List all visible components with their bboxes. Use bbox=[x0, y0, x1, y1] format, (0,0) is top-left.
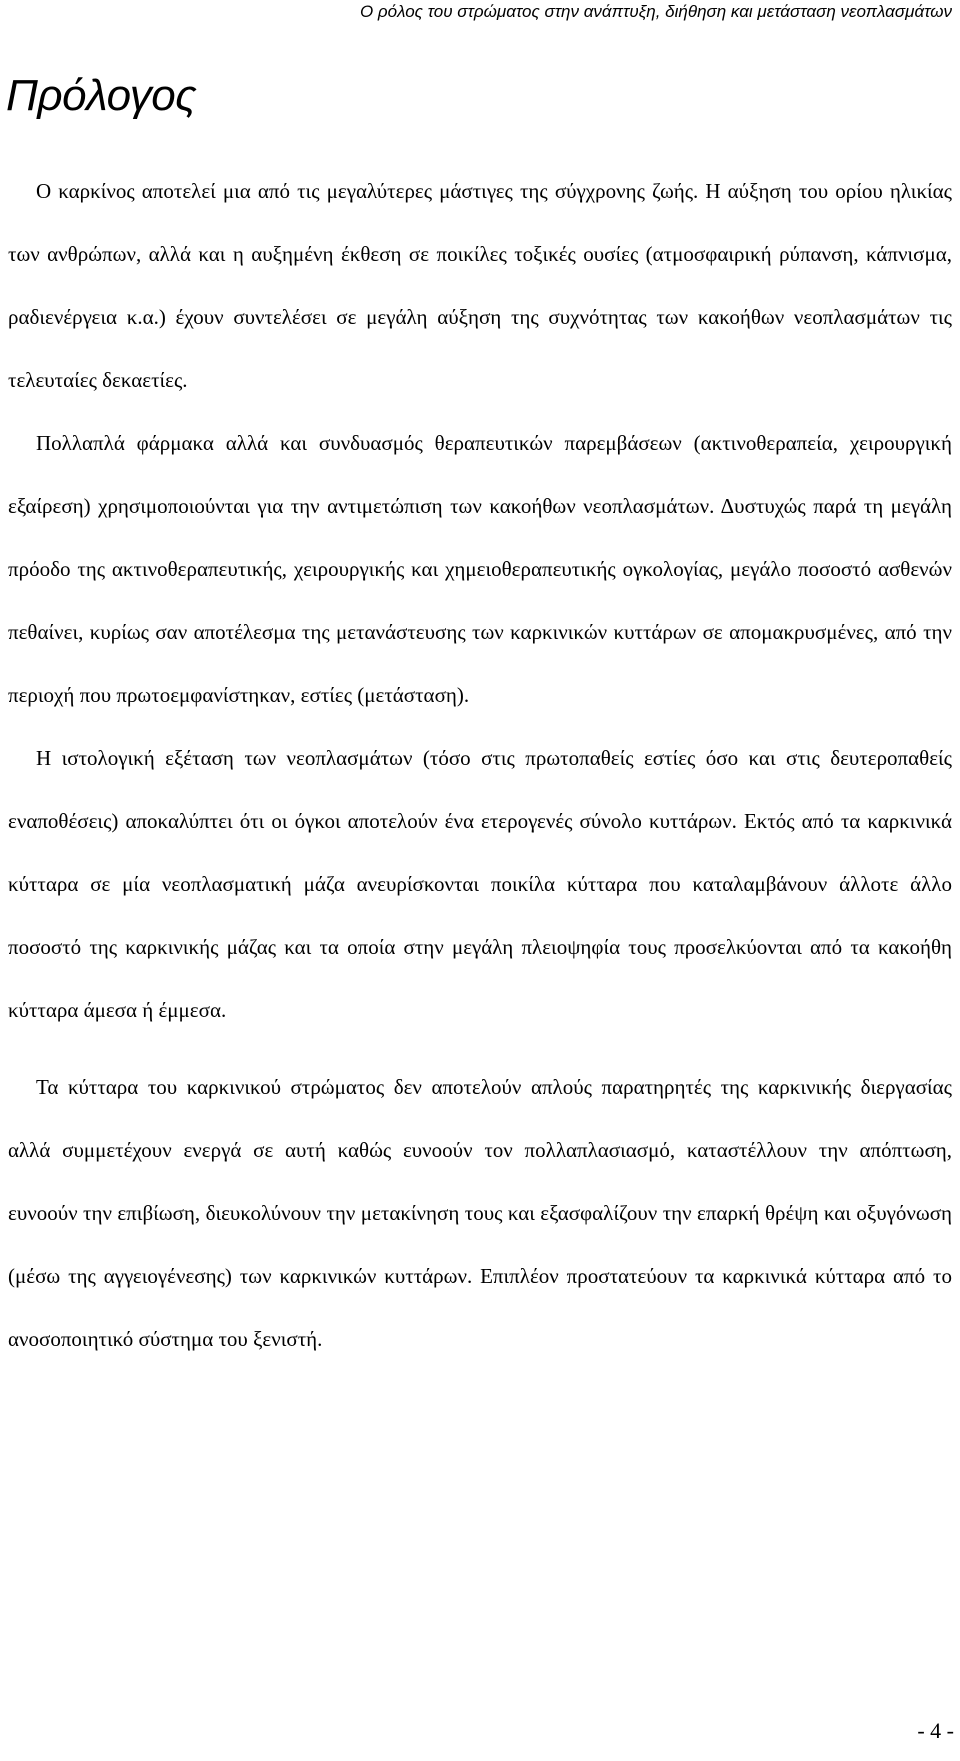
page-title: Πρόλογος bbox=[6, 71, 197, 120]
paragraph-4: Τα κύτταρα του καρκινικού στρώματος δεν αποτελούν απλούς παρατηρητές της καρκινικής διεργασίας αλλά συμμετέχουν ενεργά σε αυτή καθώς ευνοούν τον πολλαπλασιασμό, καταστέλλουν την απόπτωση, ευνοούν την επιβίωση, διευκολύνουν την μετακίνηση τους και εξασφαλίζουν την επαρκή θρέψη και οξυγόνωση (μέσω της αγγειογένεσης) των καρκινικών κυττάρων. Επιπλέον προστατεύουν τα καρκινικά κύτταρα από το ανοσοποιητικό σύστημα του ξενιστή. bbox=[8, 1075, 952, 1351]
paragraph-3: Η ιστολογική εξέταση των νεοπλασμάτων (τόσο στις πρωτοπαθείς εστίες όσο και στις δευτεροπαθείς εναποθέσεις) αποκαλύπτει ότι οι όγκοι αποτελούν ένα ετερογενές σύνολο κυττάρων. Εκτός από τα καρκινικά κύτταρα σε μία νεοπλασματική μάζα ανευρίσκονται ποικίλα κύτταρα που καταλαμβάνουν άλλοτε άλλο ποσοστό της καρκινικής μάζας και τα οποία στην μεγάλη πλειοψηφία τους προσελκύονται από τα κακοήθη κύτταρα άμεσα ή έμμεσα. bbox=[8, 746, 952, 1022]
paragraph-1: Ο καρκίνος αποτελεί μια από τις μεγαλύτερες μάστιγες της σύγχρονης ζωής. Η αύξηση του ορίου ηλικίας των ανθρώπων, αλλά και η αυξημένη έκθεση σε ποικίλες τοξικές ουσίες (ατμοσφαιρική ρύπανση, κάπνισμα, ραδιενέργεια κ.α.) έχουν συντελέσει σε μεγάλη αύξηση της συχνότητας των κακοήθων νεοπλασμάτων τις τελευταίες δεκαετίες. bbox=[8, 179, 952, 392]
paragraph-2: Πολλαπλά φάρμακα αλλά και συνδυασμός θεραπευτικών παρεμβάσεων (ακτινοθεραπεία, χειρουργική εξαίρεση) χρησιμοποιούνται για την αντιμετώπιση των κακοήθων νεοπλασμάτων. Δυστυχώς παρά τη μεγάλη πρόοδο της ακτινοθεραπευτικής, χειρουργικής και χημειοθεραπευτικής ογκολογίας, μεγάλο ποσοστό ασθενών πεθαίνει, κυρίως σαν αποτέλεσμα της μετανάστευσης των καρκινικών κυττάρων σε απομακρυσμένες, από την περιοχή που πρωτοεμφανίστηκαν, εστίες (μετάσταση). bbox=[8, 431, 952, 707]
document-body bbox=[8, 160, 952, 1371]
running-header: Ο ρόλος του στρώματος στην ανάπτυξη, διήθηση και μετάσταση νεοπλασμάτων bbox=[359, 2, 952, 21]
page-number: - 4 - bbox=[917, 1718, 954, 1743]
